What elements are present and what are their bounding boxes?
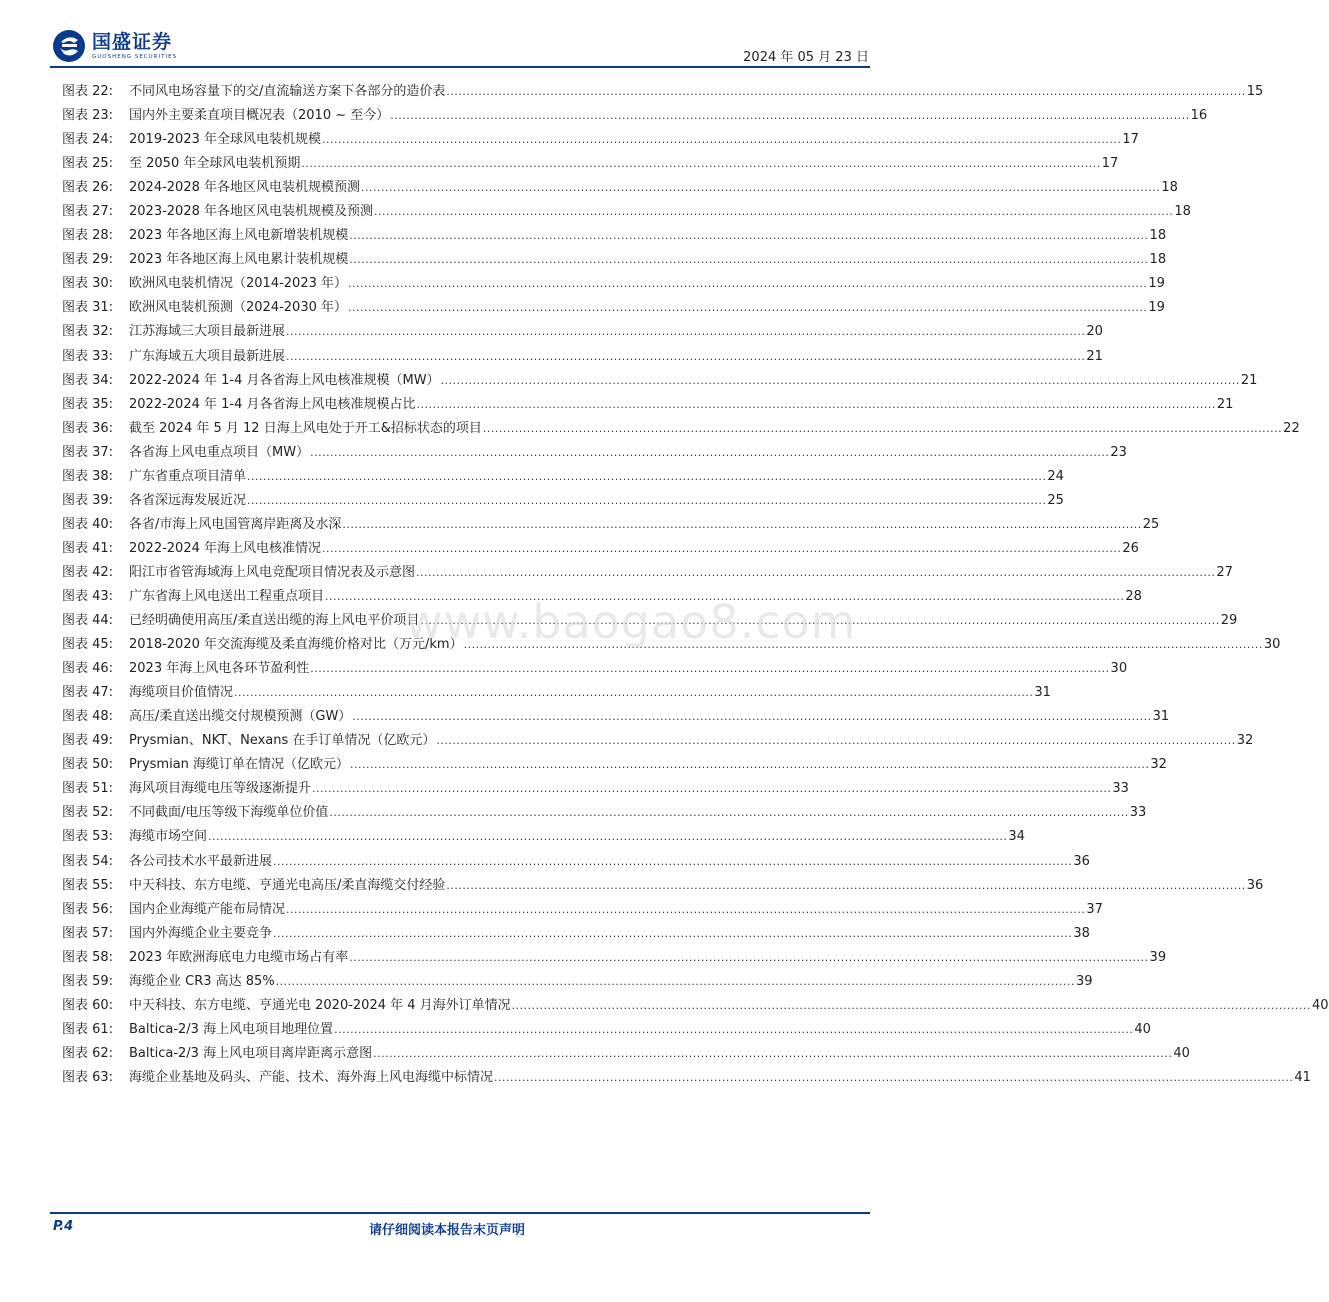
toc-page-number[interactable]: 40 bbox=[1134, 1021, 1151, 1037]
toc-figure-label: 图表 51: bbox=[62, 781, 114, 797]
toc-page-number[interactable]: 30 bbox=[1263, 637, 1281, 653]
toc-dot-leader bbox=[373, 1042, 1172, 1066]
toc-page-number[interactable]: 16 bbox=[1190, 108, 1208, 124]
toc-figure-title[interactable]: Baltica-2/3 海上风电项目离岸距离示意图 bbox=[129, 1045, 373, 1061]
toc-dot-leader bbox=[349, 224, 1148, 248]
toc-figure-title[interactable]: 2023 年各地区海上风电新增装机规模 bbox=[129, 228, 349, 244]
toc-page-number[interactable]: 21 bbox=[1240, 372, 1258, 388]
toc-figure-label: 图表 53: bbox=[62, 829, 114, 845]
toc-figure-title[interactable]: 2022-2024 年 1-4 月各省海上风电核准规模占比 bbox=[129, 396, 416, 412]
toc-page-number[interactable]: 39 bbox=[1149, 949, 1167, 965]
toc-figure-label: 图表 62: bbox=[62, 1045, 114, 1061]
toc-figure-label: 图表 40: bbox=[62, 516, 114, 532]
toc-dot-leader bbox=[286, 345, 1085, 369]
toc-page-number[interactable]: 33 bbox=[1112, 781, 1129, 797]
toc-dot-leader bbox=[286, 320, 1085, 344]
toc-figure-title[interactable]: 海缆项目价值情况 bbox=[129, 685, 234, 701]
toc-page-number[interactable]: 41 bbox=[1294, 1069, 1311, 1085]
toc-dot-leader bbox=[512, 994, 1311, 1018]
toc-page-number[interactable]: 30 bbox=[1110, 661, 1128, 677]
toc-figure-title[interactable]: 阳江市省管海域海上风电竞配项目情况表及示意图 bbox=[129, 564, 416, 580]
toc-row[interactable] bbox=[62, 320, 1103, 344]
toc-page-number[interactable]: 36 bbox=[1246, 877, 1264, 893]
toc-figure-label: 图表 41: bbox=[62, 540, 114, 556]
toc-figure-title[interactable]: 不同截面/电压等级下海缆单位价值 bbox=[129, 805, 329, 821]
toc-page-number[interactable]: 32 bbox=[1236, 733, 1254, 749]
toc-row[interactable] bbox=[62, 345, 1103, 369]
toc-dot-leader bbox=[350, 753, 1149, 777]
toc-dot-leader bbox=[286, 898, 1085, 922]
toc-page-number[interactable]: 23 bbox=[1110, 444, 1127, 460]
toc-figure-title[interactable]: 2018-2020 年交流海缆及柔直海缆价格对比（万元/km） bbox=[129, 637, 463, 653]
toc-dot-leader bbox=[310, 441, 1109, 465]
toc-row[interactable] bbox=[62, 946, 1167, 970]
toc-row[interactable] bbox=[62, 489, 1064, 513]
toc-row[interactable] bbox=[62, 224, 1167, 248]
toc-row[interactable] bbox=[62, 777, 1129, 801]
toc-page-number[interactable]: 24 bbox=[1047, 468, 1064, 484]
toc-page-number[interactable]: 37 bbox=[1086, 901, 1103, 917]
report-date: 2024 年 05 月 23 日 bbox=[743, 50, 869, 65]
toc-row[interactable] bbox=[62, 152, 1119, 176]
toc-figure-title[interactable]: 截至 2024 年 5 月 12 日海上风电处于开工&招标状态的项目 bbox=[129, 420, 482, 436]
toc-dot-leader bbox=[276, 970, 1075, 994]
toc-dot-leader bbox=[446, 80, 1245, 104]
toc-page-number[interactable]: 15 bbox=[1246, 84, 1264, 100]
toc-page-number[interactable]: 19 bbox=[1148, 300, 1165, 316]
toc-row[interactable] bbox=[62, 657, 1128, 681]
page-header bbox=[0, 0, 920, 70]
toc-page-number[interactable]: 33 bbox=[1129, 805, 1147, 821]
logo-english-name: GUOSHENG SECURITIES bbox=[92, 54, 178, 60]
toc-row[interactable] bbox=[62, 970, 1093, 994]
toc-figure-title[interactable]: 2023-2028 年各地区风电装机规模及预测 bbox=[129, 204, 373, 220]
toc-row[interactable] bbox=[62, 104, 1208, 128]
toc-figure-label: 图表 54: bbox=[62, 853, 114, 869]
toc-figure-label: 图表 36: bbox=[62, 420, 114, 436]
toc-page-number[interactable]: 36 bbox=[1073, 853, 1090, 869]
toc-row[interactable] bbox=[62, 729, 1254, 753]
toc-figure-title[interactable]: 2022-2024 年海上风电核准情况 bbox=[129, 540, 321, 556]
toc-page-number[interactable]: 22 bbox=[1283, 420, 1300, 436]
toc-figure-label: 图表 56: bbox=[62, 901, 114, 917]
toc-figure-title[interactable]: 2022-2024 年 1-4 月各省海上风电核准规模（MW） bbox=[129, 372, 440, 388]
toc-figure-label: 图表 46: bbox=[62, 661, 114, 677]
toc-dot-leader bbox=[247, 489, 1046, 513]
toc-figure-title[interactable]: 国内外主要柔直项目概况表（2010 ~ 至今） bbox=[129, 108, 390, 124]
toc-page-number[interactable]: 17 bbox=[1101, 156, 1119, 172]
toc-figure-title[interactable]: 广东海域五大项目最新进展 bbox=[129, 348, 286, 364]
toc-dot-leader bbox=[334, 1018, 1133, 1042]
toc-row[interactable] bbox=[62, 898, 1103, 922]
toc-row[interactable] bbox=[62, 825, 1025, 849]
toc-figure-label: 图表 44: bbox=[62, 613, 114, 629]
toc-figure-label: 图表 43: bbox=[62, 589, 114, 604]
watermark: www.baogao8.com bbox=[405, 595, 857, 649]
toc-dot-leader bbox=[301, 152, 1100, 176]
toc-figure-title[interactable]: 已经明确使用高压/柔直送出缆的海上风电平价项目 bbox=[129, 613, 420, 629]
toc-dot-leader bbox=[273, 850, 1072, 874]
toc-row[interactable] bbox=[62, 248, 1167, 272]
toc-row[interactable] bbox=[62, 1042, 1190, 1066]
toc-row[interactable] bbox=[62, 176, 1178, 200]
toc-figure-label: 图表 52: bbox=[62, 805, 114, 821]
toc-row[interactable] bbox=[62, 296, 1165, 320]
toc-figure-label: 图表 58: bbox=[62, 949, 114, 965]
toc-dot-leader bbox=[247, 465, 1046, 489]
toc-figure-label: 图表 39: bbox=[62, 492, 114, 508]
toc-dot-leader bbox=[348, 296, 1147, 320]
footer-divider bbox=[50, 1212, 870, 1214]
toc-figure-title[interactable]: 海缆市场空间 bbox=[129, 829, 208, 845]
toc-figure-title[interactable]: 国内外海缆企业主要竞争 bbox=[129, 925, 273, 941]
toc-row[interactable] bbox=[62, 801, 1147, 825]
toc-dot-leader bbox=[273, 922, 1072, 946]
toc-dot-leader bbox=[374, 200, 1173, 224]
toc-figure-label: 图表 25: bbox=[62, 156, 114, 172]
toc-page-number[interactable]: 18 bbox=[1149, 252, 1167, 268]
toc-page-number[interactable]: 19 bbox=[1148, 276, 1165, 292]
toc-figure-title[interactable]: 广东省海上风电送出工程重点项目 bbox=[129, 589, 325, 604]
toc-figure-title[interactable]: 中天科技、东方电缆、亨通光电 2020-2024 年 4 月海外订单情况 bbox=[129, 997, 511, 1013]
toc-page-number[interactable]: 18 bbox=[1161, 180, 1178, 196]
toc-dot-leader bbox=[208, 825, 1007, 849]
toc-row[interactable] bbox=[62, 128, 1139, 152]
toc-row[interactable] bbox=[62, 994, 1329, 1018]
toc-row[interactable] bbox=[62, 513, 1160, 537]
toc-figure-title[interactable]: 2024-2028 年各地区风电装机规模预测 bbox=[129, 180, 360, 196]
toc-figure-title[interactable]: 至 2050 年全球风电装机预期 bbox=[129, 156, 301, 172]
toc-dot-leader bbox=[416, 561, 1215, 585]
toc-figure-label: 图表 24: bbox=[62, 132, 114, 148]
toc-figure-label: 图表 31: bbox=[62, 300, 114, 316]
toc-figure-label: 图表 37: bbox=[62, 444, 114, 460]
toc-dot-leader bbox=[441, 369, 1240, 393]
toc-page-number[interactable]: 25 bbox=[1142, 516, 1160, 532]
toc-dot-leader bbox=[349, 248, 1148, 272]
toc-figure-title[interactable]: 欧洲风电装机情况（2014-2023 年） bbox=[129, 276, 347, 292]
toc-row[interactable] bbox=[62, 80, 1264, 104]
toc-figure-title[interactable]: 江苏海域三大项目最新进展 bbox=[129, 324, 286, 340]
toc-figure-label: 图表 60: bbox=[62, 997, 114, 1013]
toc-row[interactable] bbox=[62, 465, 1064, 489]
toc-figure-title[interactable]: Prysmian、NKT、Nexans 在手订单情况（亿欧元） bbox=[129, 733, 436, 749]
toc-figure-label: 图表 27: bbox=[62, 204, 114, 220]
toc-figure-title[interactable]: 广东省重点项目清单 bbox=[129, 468, 247, 484]
toc-row[interactable] bbox=[62, 874, 1264, 898]
toc-figure-title[interactable]: Baltica-2/3 海上风电项目地理位置 bbox=[129, 1021, 334, 1037]
company-logo bbox=[52, 29, 177, 63]
page-number: P.4 bbox=[53, 1219, 74, 1234]
toc-row[interactable] bbox=[62, 441, 1127, 465]
toc-figure-title[interactable]: Prysmian 海缆订单在情况（亿欧元） bbox=[129, 757, 350, 773]
toc-row[interactable] bbox=[62, 922, 1090, 946]
toc-row[interactable] bbox=[62, 200, 1191, 224]
toc-page-number[interactable]: 27 bbox=[1216, 564, 1233, 580]
toc-dot-leader bbox=[322, 537, 1121, 561]
toc-page-number[interactable]: 29 bbox=[1220, 613, 1238, 629]
toc-dot-leader bbox=[312, 777, 1111, 801]
toc-dot-leader bbox=[361, 176, 1160, 200]
toc-figure-title[interactable]: 海缆企业 CR3 高达 85% bbox=[129, 973, 275, 989]
toc-dot-leader bbox=[483, 417, 1282, 441]
toc-figure-title[interactable]: 不同风电场容量下的交/直流输送方案下各部分的造价表 bbox=[129, 84, 446, 100]
toc-dot-leader bbox=[234, 681, 1033, 705]
toc-page-number[interactable]: 21 bbox=[1086, 348, 1103, 364]
footer-disclaimer: 请仔细阅读本报告末页声明 bbox=[369, 1223, 526, 1238]
toc-dot-leader bbox=[349, 946, 1148, 970]
toc-dot-leader bbox=[348, 272, 1147, 296]
toc-dot-leader bbox=[329, 801, 1128, 825]
toc-figure-title[interactable]: 欧洲风电装机预测（2024-2030 年） bbox=[129, 300, 347, 316]
toc-figure-title[interactable]: 各省/市海上风电国管离岸距离及水深 bbox=[129, 516, 342, 532]
toc-row[interactable] bbox=[62, 1018, 1151, 1042]
toc-row[interactable] bbox=[62, 393, 1234, 417]
toc-figure-title[interactable]: 各公司技术水平最新进展 bbox=[129, 853, 273, 869]
toc-page-number[interactable]: 28 bbox=[1125, 589, 1142, 604]
toc-row[interactable] bbox=[62, 1066, 1311, 1090]
toc-figure-label: 图表 49: bbox=[62, 733, 114, 749]
toc-figure-label: 图表 29: bbox=[62, 252, 114, 268]
toc-dot-leader bbox=[390, 104, 1189, 128]
toc-page-number[interactable]: 38 bbox=[1073, 925, 1090, 941]
toc-dot-leader bbox=[342, 513, 1141, 537]
toc-figure-label: 图表 50: bbox=[62, 757, 114, 773]
toc-dot-leader bbox=[494, 1066, 1293, 1090]
toc-figure-label: 图表 23: bbox=[62, 108, 114, 124]
toc-page-number[interactable]: 25 bbox=[1047, 492, 1064, 508]
toc-figure-label: 图表 38: bbox=[62, 468, 114, 484]
toc-figure-label: 图表 33: bbox=[62, 348, 114, 364]
toc-dot-leader bbox=[446, 874, 1245, 898]
toc-page-number[interactable]: 40 bbox=[1312, 997, 1329, 1013]
toc-dot-leader bbox=[436, 729, 1235, 753]
toc-row[interactable] bbox=[62, 705, 1170, 729]
header-divider bbox=[50, 66, 870, 68]
toc-dot-leader bbox=[352, 705, 1151, 729]
toc-figure-title[interactable]: 2023 年海上风电各环节盈利性 bbox=[129, 661, 310, 677]
toc-figure-title[interactable]: 各省海上风电重点项目（MW） bbox=[129, 444, 310, 460]
toc-row[interactable] bbox=[62, 753, 1167, 777]
toc-row[interactable] bbox=[62, 561, 1233, 585]
toc-figure-label: 图表 63: bbox=[62, 1069, 114, 1085]
toc-row[interactable] bbox=[62, 417, 1300, 441]
toc-page-number[interactable]: 18 bbox=[1174, 204, 1191, 220]
toc-dot-leader bbox=[417, 393, 1216, 417]
toc-figure-label: 图表 42: bbox=[62, 564, 114, 580]
toc-figure-label: 图表 48: bbox=[62, 709, 114, 725]
toc-figure-label: 图表 26: bbox=[62, 180, 114, 196]
toc-page-number[interactable]: 20 bbox=[1086, 324, 1103, 340]
toc-figure-label: 图表 55: bbox=[62, 877, 114, 893]
toc-figure-label: 图表 45: bbox=[62, 637, 114, 653]
toc-page-number[interactable]: 21 bbox=[1216, 396, 1234, 412]
toc-figure-title[interactable]: 各省深远海发展近况 bbox=[129, 492, 247, 508]
toc-page-number[interactable]: 18 bbox=[1149, 228, 1167, 244]
toc-page-number[interactable]: 34 bbox=[1008, 829, 1025, 845]
toc-row[interactable] bbox=[62, 272, 1165, 296]
toc-page-number[interactable]: 40 bbox=[1173, 1045, 1190, 1061]
toc-figure-label: 图表 22: bbox=[62, 84, 114, 100]
toc-row[interactable] bbox=[62, 369, 1258, 393]
toc-figure-label: 图表 28: bbox=[62, 228, 114, 244]
toc-figure-label: 图表 57: bbox=[62, 925, 114, 941]
toc-page-number[interactable]: 26 bbox=[1122, 540, 1139, 556]
toc-figure-title[interactable]: 海风项目海缆电压等级逐渐提升 bbox=[129, 781, 312, 797]
toc-figure-title[interactable]: 中天科技、东方电缆、亨通光电高压/柔直海缆交付经验 bbox=[129, 877, 446, 893]
toc-page-number[interactable]: 17 bbox=[1122, 132, 1139, 148]
toc-figure-label: 图表 59: bbox=[62, 973, 114, 989]
toc-dot-leader bbox=[322, 128, 1121, 152]
toc-figure-title[interactable]: 国内企业海缆产能布局情况 bbox=[129, 901, 286, 917]
toc-figure-title[interactable]: 高压/柔直送出缆交付规模预测（GW） bbox=[129, 709, 352, 725]
toc-row[interactable] bbox=[62, 850, 1090, 874]
toc-page-number[interactable]: 31 bbox=[1152, 709, 1170, 725]
figure-list bbox=[62, 80, 1329, 1090]
toc-figure-label: 图表 35: bbox=[62, 396, 114, 412]
guosheng-logo-icon bbox=[52, 29, 86, 63]
toc-figure-title[interactable]: 2023 年各地区海上风电累计装机规模 bbox=[129, 252, 349, 268]
toc-figure-label: 图表 47: bbox=[62, 685, 114, 701]
toc-row[interactable] bbox=[62, 537, 1139, 561]
toc-page-number[interactable]: 39 bbox=[1076, 973, 1093, 989]
toc-figure-title[interactable]: 海缆企业基地及码头、产能、技术、海外海上风电海缆中标情况 bbox=[129, 1069, 494, 1085]
toc-page-number[interactable]: 31 bbox=[1034, 685, 1051, 701]
toc-dot-leader bbox=[310, 657, 1109, 681]
toc-figure-label: 图表 34: bbox=[62, 372, 114, 388]
toc-figure-title[interactable]: 2023 年欧洲海底电力电缆市场占有率 bbox=[129, 949, 349, 965]
toc-figure-label: 图表 30: bbox=[62, 276, 114, 292]
toc-row[interactable] bbox=[62, 681, 1051, 705]
toc-page-number[interactable]: 32 bbox=[1150, 757, 1167, 773]
toc-figure-title[interactable]: 2019-2023 年全球风电装机规模 bbox=[129, 132, 321, 148]
logo-chinese-name: 国盛证券 bbox=[92, 31, 173, 53]
toc-figure-label: 图表 32: bbox=[62, 324, 114, 340]
toc-figure-label: 图表 61: bbox=[62, 1021, 114, 1037]
